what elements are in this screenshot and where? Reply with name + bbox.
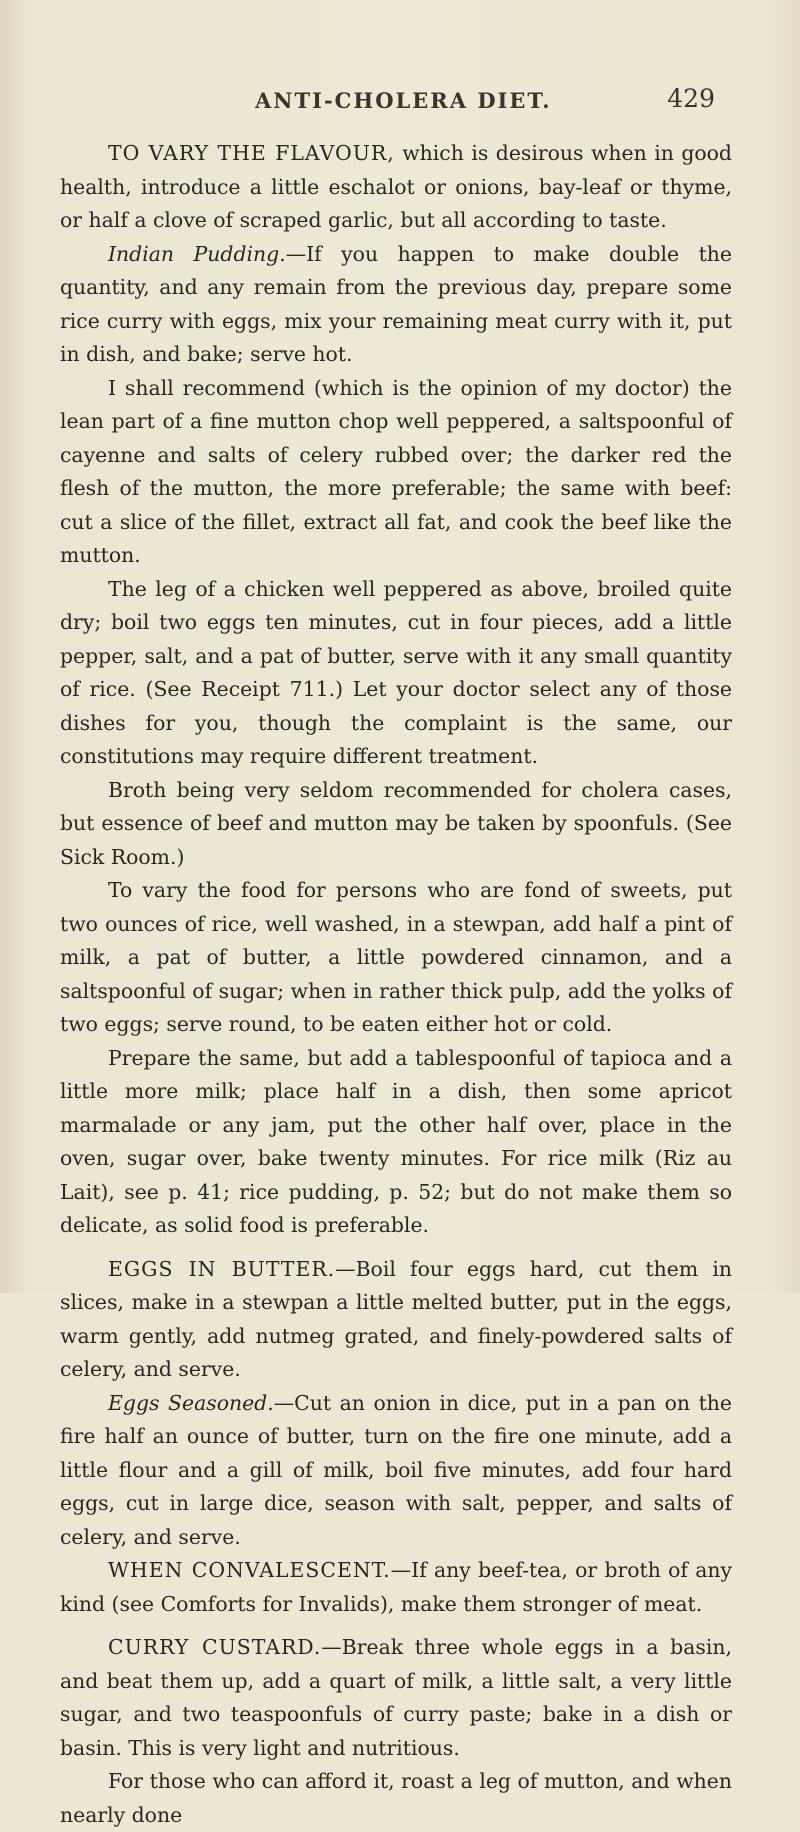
paragraph-mutton-chop bbox=[60, 372, 732, 573]
paragraph-text: —Break three whole eggs in a basin, and beat them up, add a quart of milk, a little salt, a very little sugar, and two teaspoonfuls of curry paste; bake in a dish or basin. This is very light and nutritious. bbox=[60, 1635, 732, 1760]
paragraph-text: —If you happen to make double the quantity, and any remain from the previous day, prepare some rice curry with eggs, mix your remaining meat curry with it, put in dish, and bake; serve hot. bbox=[60, 241, 732, 366]
paragraph-text: Broth being very seldom recommended for cholera cases, but essence of beef and mutton may be taken by spoonfuls. (See Sick Room.) bbox=[60, 777, 732, 869]
paragraph-text: I shall recommend (which is the opinion of my doctor) the lean part of a fine mutton chop well peppered, a saltspoonful of cayenne and salts of celery rubbed over; the darker red the flesh of the mutton, the more preferable; the same with beef: cut a slice of the fillet, extract all fat, and cook the beef like the mutton. bbox=[60, 375, 732, 567]
heading-eggs-in-butter: EGGS IN BUTTER. bbox=[108, 1256, 336, 1281]
paragraph-text: which is desirous when in good health, introduce a little eschalot or onions, bay-leaf or thyme, or half a clove of scraped garlic, but all according to taste. bbox=[60, 141, 732, 232]
body-text bbox=[60, 137, 732, 1832]
paragraph-text: For those who can afford it, roast a leg of mutton, and when nearly done bbox=[60, 1769, 732, 1827]
paragraph-eggs-seasoned bbox=[60, 1387, 732, 1555]
paragraph-indian-pudding bbox=[60, 238, 732, 372]
paragraph-text: —Cut an onion in dice, put in a pan on the fire half an ounce of butter, turn on the fire one minute, add a little flour and a gill of milk, boil five minutes, add four hard eggs, cut in large dice, season with salt, pepper, and salts of celery, and serve. bbox=[60, 1390, 732, 1549]
paragraph-curry-custard bbox=[60, 1631, 732, 1765]
paragraph-tapioca bbox=[60, 1042, 732, 1243]
heading-eggs-seasoned: Eggs Seasoned. bbox=[108, 1390, 274, 1415]
paragraph-text: To vary the food for persons who are fond of sweets, put two ounces of rice, well washed, in a stewpan, add half a pint of milk, a pat of butter, a little powdered cinnamon, and a saltspoonful of sugar; when in rather thick pulp, add the yolks of two eggs; serve round, to be eaten either hot or cold. bbox=[60, 878, 732, 1036]
heading-to-vary-the-flavour: TO VARY THE FLAVOUR, bbox=[108, 141, 395, 165]
paragraph-text: —Boil four eggs hard, cut them in slices, make in a stewpan a little melted butter, put in the eggs, warm gently, add nutmeg grated, and finely-powdered salts of celery, and serve. bbox=[60, 1256, 733, 1381]
paragraph-chicken bbox=[60, 573, 732, 774]
heading-when-convalescent: WHEN CONVALESCENT. bbox=[108, 1558, 391, 1582]
heading-curry-custard: CURRY CUSTARD. bbox=[108, 1635, 322, 1659]
paragraph-text: —If any beef-tea, or broth of any kind (see Comforts for Invalids), make them stronger of meat. bbox=[60, 1558, 732, 1616]
paragraph-flavour bbox=[60, 137, 732, 238]
page-header bbox=[255, 84, 715, 118]
paragraph-text: Prepare the same, but add a tablespoonful of tapioca and a little more milk; place half in a dish, then some apricot marmalade or any jam, put the other half over, place in the oven, sugar over, bake twenty minutes. For rice milk (Riz au Lait), see p. 41; rice pudding, p. 52; but do not make them so delicate, as solid food is preferable. bbox=[60, 1045, 732, 1237]
paragraph-broth bbox=[60, 774, 732, 875]
paragraph-text: The leg of a chicken well peppered as above, broiled quite dry; boil two eggs ten minutes, cut in four pieces, add a little pepper, salt, and a pat of butter, serve with it any small quantity of rice. (See Receipt 711.) Let your doctor select any of those dishes for you, though the complaint is the same, our constitutions may require different treatment. bbox=[60, 576, 732, 768]
heading-indian-pudding: Indian Pudding. bbox=[108, 241, 286, 266]
page-number: 429 bbox=[667, 84, 715, 113]
paragraph-sweets bbox=[60, 874, 732, 1042]
paragraph-eggs-in-butter bbox=[60, 1253, 732, 1387]
paragraph-convalescent bbox=[60, 1554, 732, 1621]
paragraph-roast-mutton bbox=[60, 1765, 732, 1832]
running-title: ANTI-CHOLERA DIET. bbox=[255, 88, 552, 113]
